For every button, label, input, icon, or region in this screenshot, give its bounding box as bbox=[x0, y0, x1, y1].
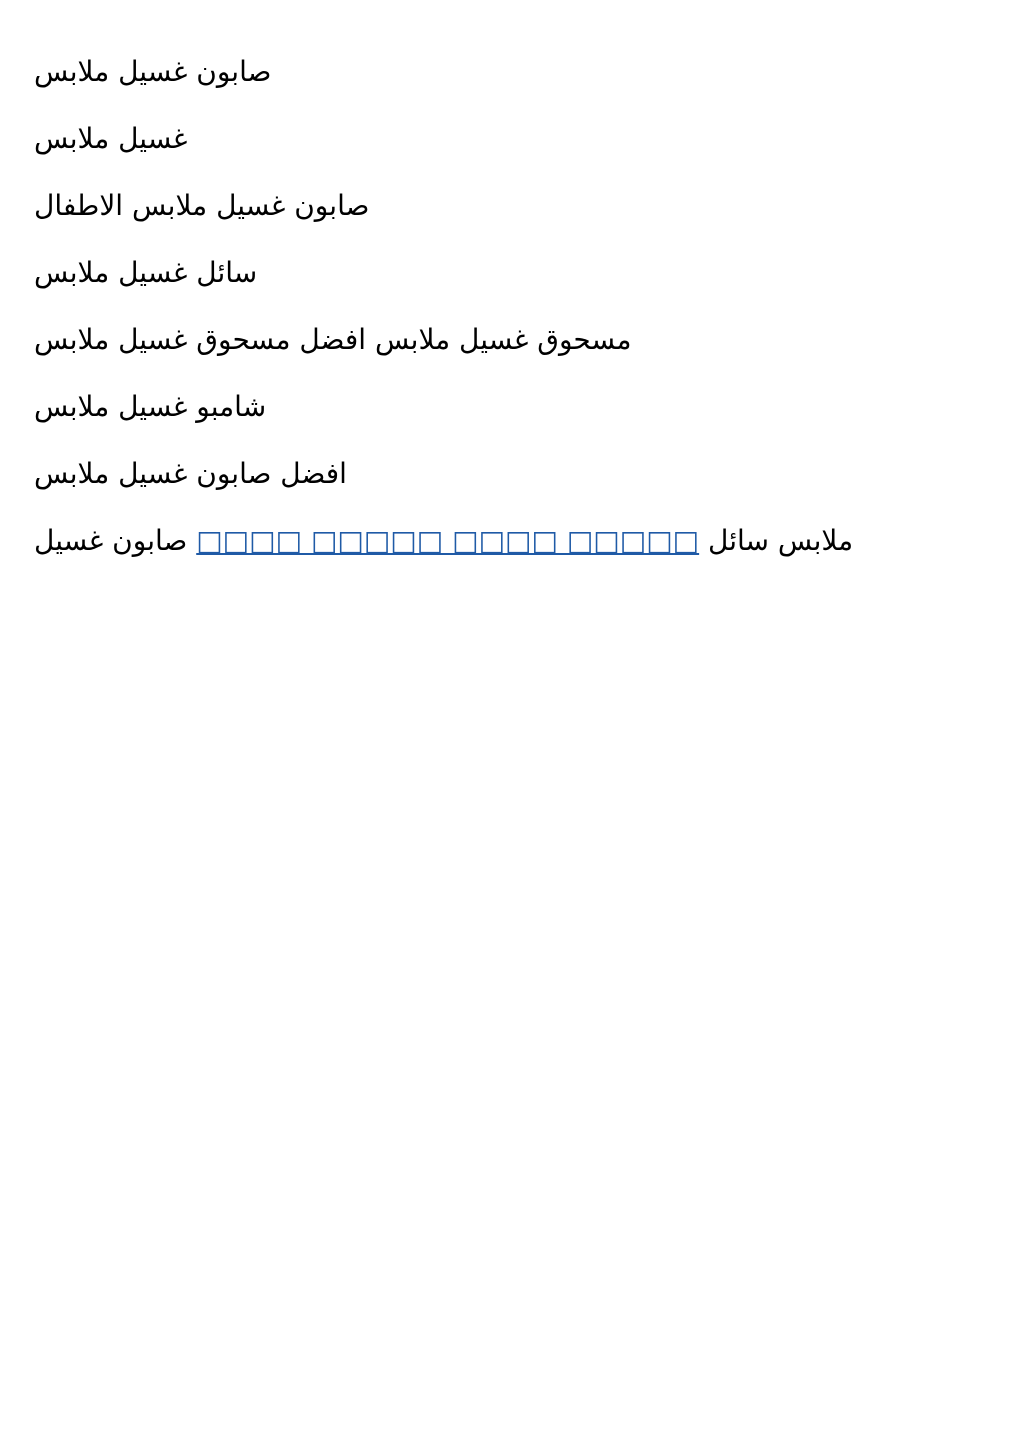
line-4-text: سائل غسيل ملابس bbox=[34, 256, 258, 289]
text-line-6 bbox=[34, 381, 1024, 448]
line-7-text: افضل صابون غسيل ملابس bbox=[34, 457, 347, 490]
text-line-3 bbox=[34, 180, 1024, 247]
text-line-5 bbox=[34, 314, 1024, 381]
text-line-2 bbox=[34, 113, 1024, 180]
line-8-prefix: صابون غسيل bbox=[34, 524, 188, 557]
text-line-1 bbox=[34, 46, 1024, 113]
text-line-7 bbox=[34, 448, 1024, 515]
line-3-text: صابون غسيل ملابس الاطفال bbox=[34, 189, 370, 222]
text-line-4 bbox=[34, 247, 1024, 314]
line-2-text: غسيل ملابس bbox=[34, 122, 188, 155]
line-5-text: مسحوق غسيل ملابس افضل مسحوق غسيل ملابس bbox=[34, 323, 632, 356]
line-6-text: شامبو غسيل ملابس bbox=[34, 390, 267, 423]
line-8-suffix: ملابس سائل bbox=[708, 524, 854, 557]
inline-link[interactable]: □□□□ □□□□□ □□□□ □□□□□ bbox=[196, 524, 700, 557]
text-line-8 bbox=[34, 515, 1024, 582]
line-1-text: صابون غسيل ملابس bbox=[34, 55, 272, 88]
